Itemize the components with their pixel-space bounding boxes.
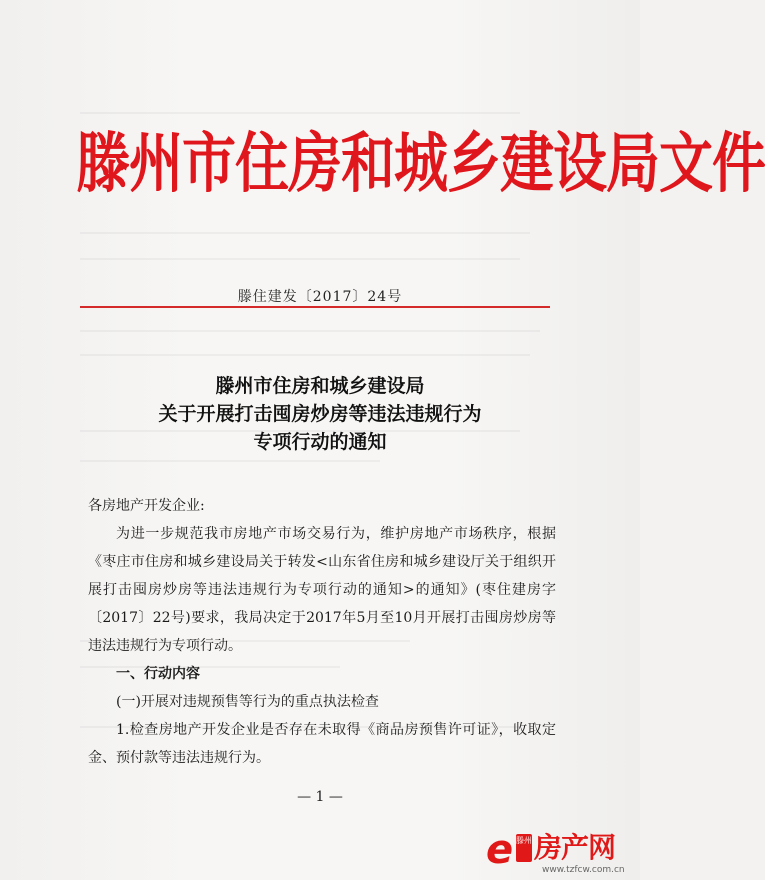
notice-title (0, 372, 640, 456)
notice-title-line: 滕州市住房和城乡建设局 (215, 375, 425, 397)
logo-site-name: 房产网 (534, 831, 616, 864)
document-header-title: 滕州市住房和城乡建设局文件 (76, 125, 765, 202)
notice-title-line: 专项行动的通知 (253, 431, 387, 453)
logo-seal: 滕州 (516, 834, 532, 862)
page-number: — 1 — (297, 789, 343, 805)
document-body (88, 492, 556, 772)
notice-title-line: 关于开展打击囤房炒房等违法违规行为 (158, 403, 482, 425)
body-paragraph: 为进一步规范我市房地产市场交易行为，维护房地产市场秩序，根据《枣庄市住房和城乡建设局关于转发<山东省住房和城乡建设厅关于组织开展打击囤房炒房等违法违规行为专项行动的通知>的通知》(枣住建房字〔2017〕22号)要求，我局决定于2017年5月至10月开展打击囤房炒房等违法违规行为专项行动。 (88, 526, 556, 654)
salutation: 各房地产开发企业: (88, 498, 205, 514)
logo-e-icon: e (486, 827, 514, 873)
header-divider (80, 306, 550, 308)
section-heading: 一、行动内容 (116, 666, 200, 682)
document-number: 滕住建发〔2017〕24号 (237, 289, 403, 305)
subsection-heading: (一)开展对违规预售等行为的重点执法检查 (116, 694, 379, 710)
body-item: 1.检查房地产开发企业是否存在未取得《商品房预售许可证》，收取定金、预付款等违法违规行为。 (88, 722, 556, 766)
watermark-logo (486, 826, 640, 880)
logo-url: www.tzfcw.com.cn (542, 865, 625, 875)
